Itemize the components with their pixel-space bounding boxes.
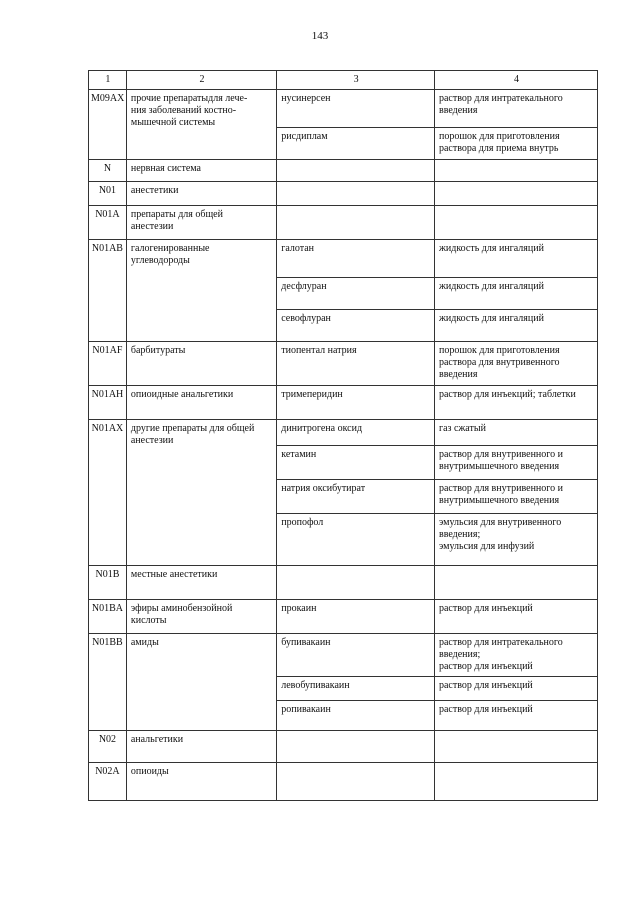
dosage-form-cell [434, 278, 597, 310]
atc-code-cell: N01BB [89, 634, 127, 731]
dosage-form-line: введения [438, 105, 478, 116]
dosage-form-cell [434, 514, 597, 566]
atc-code-cell: N01AH [89, 386, 127, 420]
atc-code-cell: N01A [89, 206, 127, 240]
table-body [89, 90, 598, 801]
drug-name-cell [277, 206, 435, 240]
group-name-line: анестезии [130, 435, 174, 446]
table-row [89, 342, 598, 386]
dosage-form-line: раствор для инъекций [438, 680, 533, 691]
group-name-line: другие препараты для общей [130, 423, 255, 434]
dosage-form-line: раствора для внутривенного [438, 357, 560, 368]
drug-name-cell: десфлуран [277, 278, 435, 310]
dosage-form-cell [434, 600, 597, 634]
dosage-form-cell [434, 480, 597, 514]
drug-name-cell: тримеперидин [277, 386, 435, 420]
drug-name-cell: динитрогена оксид [277, 420, 435, 446]
atc-code-cell: N01B [89, 566, 127, 600]
dosage-form-line: внутримышечного введения [438, 495, 560, 506]
dosage-form-cell [434, 634, 597, 677]
dosage-form-line: порошок для приготовления [438, 345, 560, 356]
group-name-line: эфиры аминобензойной [130, 603, 233, 614]
table-row [89, 206, 598, 240]
dosage-form-line: газ сжатый [438, 423, 486, 434]
dosage-form-cell [434, 342, 597, 386]
table-row [89, 240, 598, 278]
drug-name-cell: бупивакаин [277, 634, 435, 677]
dosage-form-line: раствор для инъекций [438, 661, 533, 672]
dosage-form-cell [434, 206, 597, 240]
atc-code-cell: N02A [89, 763, 127, 801]
group-name-line: анальгетики [130, 734, 184, 745]
dosage-form-cell [434, 566, 597, 600]
dosage-form-cell [434, 240, 597, 278]
table-row [89, 386, 598, 420]
drug-name-cell: ропивакаин [277, 701, 435, 731]
dosage-form-line: эмульсия для внутривенного [438, 517, 562, 528]
table-row [89, 90, 598, 128]
dosage-form-line: жидкость для ингаляций [438, 281, 544, 292]
table-row [89, 731, 598, 763]
header-col-2: 2 [126, 71, 276, 90]
group-name-line: мышечной системы [130, 117, 216, 128]
group-name-line: нервная система [130, 163, 201, 174]
table-header-row [89, 71, 598, 90]
header-col-3: 3 [277, 71, 435, 90]
dosage-form-cell [434, 446, 597, 480]
drug-name-cell [277, 160, 435, 182]
drug-table [88, 70, 598, 801]
group-name-line: прочие препаратыдля лече- [130, 93, 248, 104]
dosage-form-line: раствор для интратекального [438, 637, 563, 648]
dosage-form-cell [434, 182, 597, 206]
group-name-cell [126, 240, 276, 342]
table-row [89, 566, 598, 600]
atc-code-cell: M09AX [89, 90, 127, 160]
dosage-form-cell [434, 731, 597, 763]
dosage-form-cell [434, 763, 597, 801]
dosage-form-line: порошок для приготовления [438, 131, 560, 142]
group-name-line: опиоиды [130, 766, 169, 777]
dosage-form-cell [434, 310, 597, 342]
table-row [89, 420, 598, 446]
group-name-cell [126, 206, 276, 240]
table-row [89, 182, 598, 206]
dosage-form-line: эмульсия для инфузий [438, 541, 535, 552]
dosage-form-line: жидкость для ингаляций [438, 313, 544, 324]
atc-code-cell: N [89, 160, 127, 182]
group-name-cell [126, 763, 276, 801]
dosage-form-cell [434, 160, 597, 182]
group-name-line: ния заболеваний костно- [130, 105, 237, 116]
atc-code-cell: N02 [89, 731, 127, 763]
dosage-form-cell [434, 128, 597, 160]
drug-name-cell: левобупивакаин [277, 677, 435, 701]
group-name-line: анестетики [130, 185, 179, 196]
atc-code-cell: N01AX [89, 420, 127, 566]
group-name-cell [126, 634, 276, 731]
atc-code-cell: N01AB [89, 240, 127, 342]
dosage-form-cell [434, 90, 597, 128]
dosage-form-cell [434, 386, 597, 420]
table-row [89, 634, 598, 677]
group-name-cell [126, 386, 276, 420]
drug-name-cell [277, 731, 435, 763]
drug-name-cell [277, 763, 435, 801]
drug-name-cell [277, 182, 435, 206]
drug-name-cell: рисдиплам [277, 128, 435, 160]
drug-name-cell [277, 566, 435, 600]
dosage-form-cell [434, 701, 597, 731]
dosage-form-cell [434, 677, 597, 701]
group-name-cell [126, 160, 276, 182]
dosage-form-line: раствора для приема внутрь [438, 143, 559, 154]
group-name-line: барбитураты [130, 345, 186, 356]
drug-name-cell: кетамин [277, 446, 435, 480]
drug-name-cell: галотан [277, 240, 435, 278]
group-name-cell [126, 420, 276, 566]
group-name-line: галогенированные [130, 243, 210, 254]
drug-name-cell: прокаин [277, 600, 435, 634]
dosage-form-line: введения; [438, 529, 481, 540]
group-name-line: амиды [130, 637, 159, 648]
table-row [89, 160, 598, 182]
table-row [89, 600, 598, 634]
dosage-form-line: раствор для инъекций [438, 603, 533, 614]
group-name-line: углеводороды [130, 255, 190, 266]
drug-name-cell: севофлуран [277, 310, 435, 342]
dosage-form-line: раствор для интратекального [438, 93, 563, 104]
group-name-cell [126, 90, 276, 160]
drug-name-cell: пропофол [277, 514, 435, 566]
atc-code-cell: N01 [89, 182, 127, 206]
header-col-1: 1 [89, 71, 127, 90]
group-name-line: местные анестетики [130, 569, 218, 580]
group-name-line: препараты для общей [130, 209, 223, 220]
table-row [89, 763, 598, 801]
group-name-cell [126, 182, 276, 206]
dosage-form-line: раствор для инъекций; таблетки [438, 389, 576, 400]
group-name-line: опиоидные анальгетики [130, 389, 234, 400]
drug-name-cell: натрия оксибутират [277, 480, 435, 514]
dosage-form-line: раствор для инъекций [438, 704, 533, 715]
page-number: 143 [311, 30, 329, 42]
dosage-form-line: введения [438, 369, 478, 380]
dosage-form-line: раствор для внутривенного и [438, 483, 563, 494]
dosage-form-line: внутримышечного введения [438, 461, 560, 472]
dosage-form-line: раствор для внутривенного и [438, 449, 563, 460]
dosage-form-line: введения; [438, 649, 481, 660]
atc-code-cell: N01AF [89, 342, 127, 386]
header-col-4: 4 [434, 71, 597, 90]
dosage-form-line: жидкость для ингаляций [438, 243, 544, 254]
group-name-cell [126, 600, 276, 634]
drug-name-cell: тиопентал натрия [277, 342, 435, 386]
drug-name-cell: нусинерсен [277, 90, 435, 128]
group-name-cell [126, 566, 276, 600]
group-name-cell [126, 342, 276, 386]
atc-code-cell: N01BA [89, 600, 127, 634]
group-name-line: кислоты [130, 615, 167, 626]
group-name-line: анестезии [130, 221, 174, 232]
dosage-form-cell [434, 420, 597, 446]
group-name-cell [126, 731, 276, 763]
